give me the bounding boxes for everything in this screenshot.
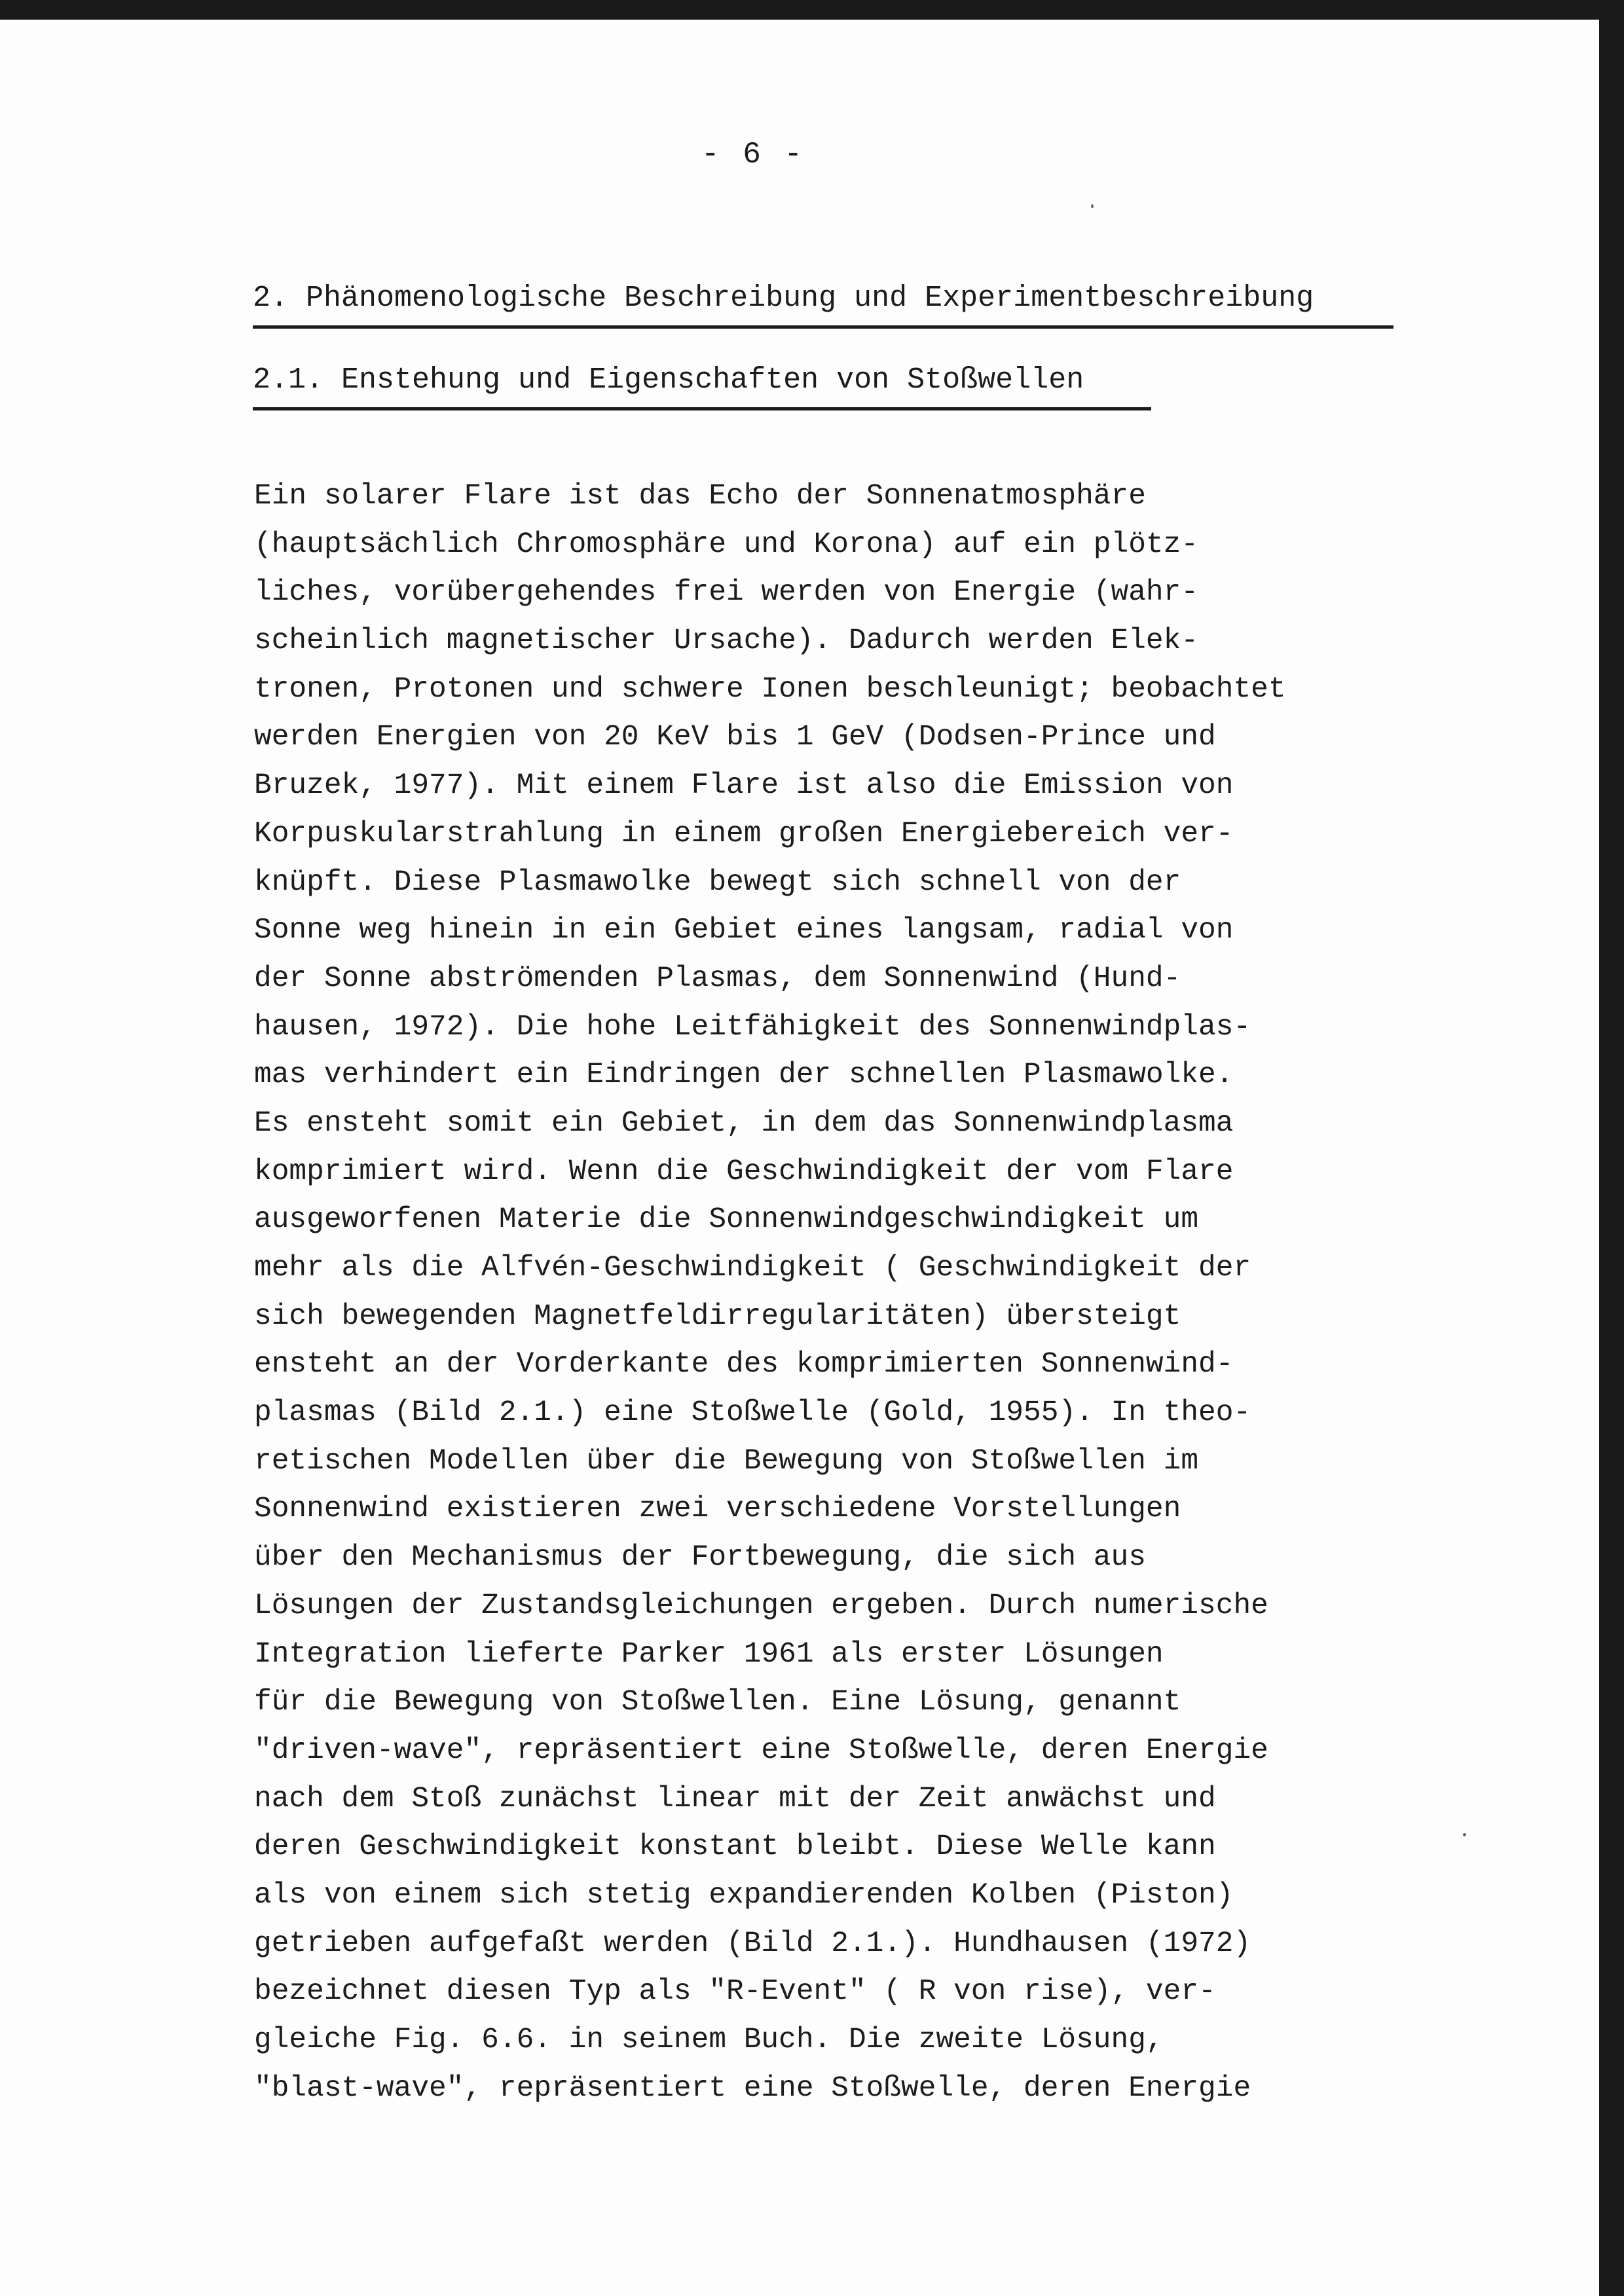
body-line: bezeichnet diesen Typ als "R-Event" ( R von rise), ver- [254, 1975, 1216, 2009]
body-line: sich bewegenden Magnetfeldirregularitäten) übersteigt [254, 1300, 1181, 1333]
body-line: Sonne weg hinein in ein Gebiet eines langsam, radial von [254, 914, 1234, 947]
body-line: über den Mechanismus der Fortbewegung, die sich aus [254, 1541, 1146, 1575]
subsection-heading: 2.1. Enstehung und Eigenschaften von Stoßwellen [253, 363, 1151, 410]
body-line: komprimiert wird. Wenn die Geschwindigkeit der vom Flare [254, 1155, 1234, 1188]
page-number: - 6 - [701, 137, 805, 172]
body-line: der Sonne abströmenden Plasmas, dem Sonnenwind (Hund- [254, 962, 1181, 995]
body-line: als von einem sich stetig expandierenden Kolben (Piston) [254, 1878, 1234, 1912]
body-line: Korpuskularstrahlung in einem großen Energiebereich ver- [254, 817, 1234, 850]
body-line: knüpft. Diese Plasmawolke bewegt sich schnell von der [254, 866, 1181, 899]
body-line: werden Energien von 20 KeV bis 1 GeV (Dodsen-Prince und [254, 721, 1216, 754]
body-line: mehr als die Alfvén-Geschwindigkeit ( Geschwindigkeit der [254, 1252, 1251, 1285]
scan-border-right [1599, 0, 1624, 2296]
body-line: (hauptsächlich Chromosphäre und Korona) auf ein plötz- [254, 528, 1199, 561]
body-line: retischen Modellen über die Bewegung von Stoßwellen im [254, 1444, 1199, 1478]
body-line: deren Geschwindigkeit konstant bleibt. Diese Welle kann [254, 1831, 1216, 1864]
body-line: gleiche Fig. 6.6. in seinem Buch. Die zweite Lösung, [254, 2024, 1164, 2056]
body-line: Bruzek, 1977). Mit einem Flare ist also die Emission von [254, 769, 1234, 803]
body-line: Es ensteht somit ein Gebiet, in dem das Sonnenwindplasma [254, 1106, 1234, 1140]
body-line: liches, vorübergehendes frei werden von Energie (wahr- [254, 576, 1199, 610]
body-line: Sonnenwind existieren zwei verschiedene Vorstellungen [254, 1493, 1181, 1526]
body-line: "blast-wave", repräsentiert eine Stoßwelle, deren Energie [254, 2071, 1251, 2105]
body-line: getrieben aufgefaßt werden (Bild 2.1.). Hundhausen (1972) [254, 1927, 1251, 1960]
document-page [0, 20, 1599, 2296]
scan-speck [1091, 204, 1094, 208]
body-line: tronen, Protonen und schwere Ionen beschleunigt; beobachtet [254, 672, 1286, 706]
scan-border-top [0, 0, 1624, 20]
body-line: mas verhindert ein Eindringen der schnellen Plasmawolke. [254, 1059, 1234, 1092]
body-line: hausen, 1972). Die hohe Leitfähigkeit des Sonnenwindplas- [254, 1010, 1251, 1044]
body-text [254, 473, 1407, 2113]
body-line: ensteht an der Vorderkante des komprimierten Sonnenwind- [254, 1348, 1234, 1381]
scan-speck [1463, 1833, 1466, 1836]
body-line: für die Bewegung von Stoßwellen. Eine Lösung, genannt [254, 1686, 1181, 1719]
body-line: ausgeworfenen Materie die Sonnenwindgeschwindigkeit um [254, 1203, 1199, 1237]
body-line: nach dem Stoß zunächst linear mit der Zeit anwächst und [254, 1782, 1216, 1815]
body-line: Ein solarer Flare ist das Echo der Sonnenatmosphäre [254, 480, 1146, 513]
body-line: Lösungen der Zustandsgleichungen ergeben. Durch numerische [254, 1589, 1268, 1622]
section-heading: 2. Phänomenologische Beschreibung und Experimentbeschreibung [253, 282, 1393, 329]
body-line: Integration lieferte Parker 1961 als erster Lösungen [254, 1637, 1164, 1671]
body-line: plasmas (Bild 2.1.) eine Stoßwelle (Gold, 1955). In theo- [254, 1396, 1251, 1430]
body-line: scheinlich magnetischer Ursache). Dadurch werden Elek- [254, 625, 1199, 658]
body-line: "driven-wave", repräsentiert eine Stoßwelle, deren Energie [254, 1734, 1268, 1767]
